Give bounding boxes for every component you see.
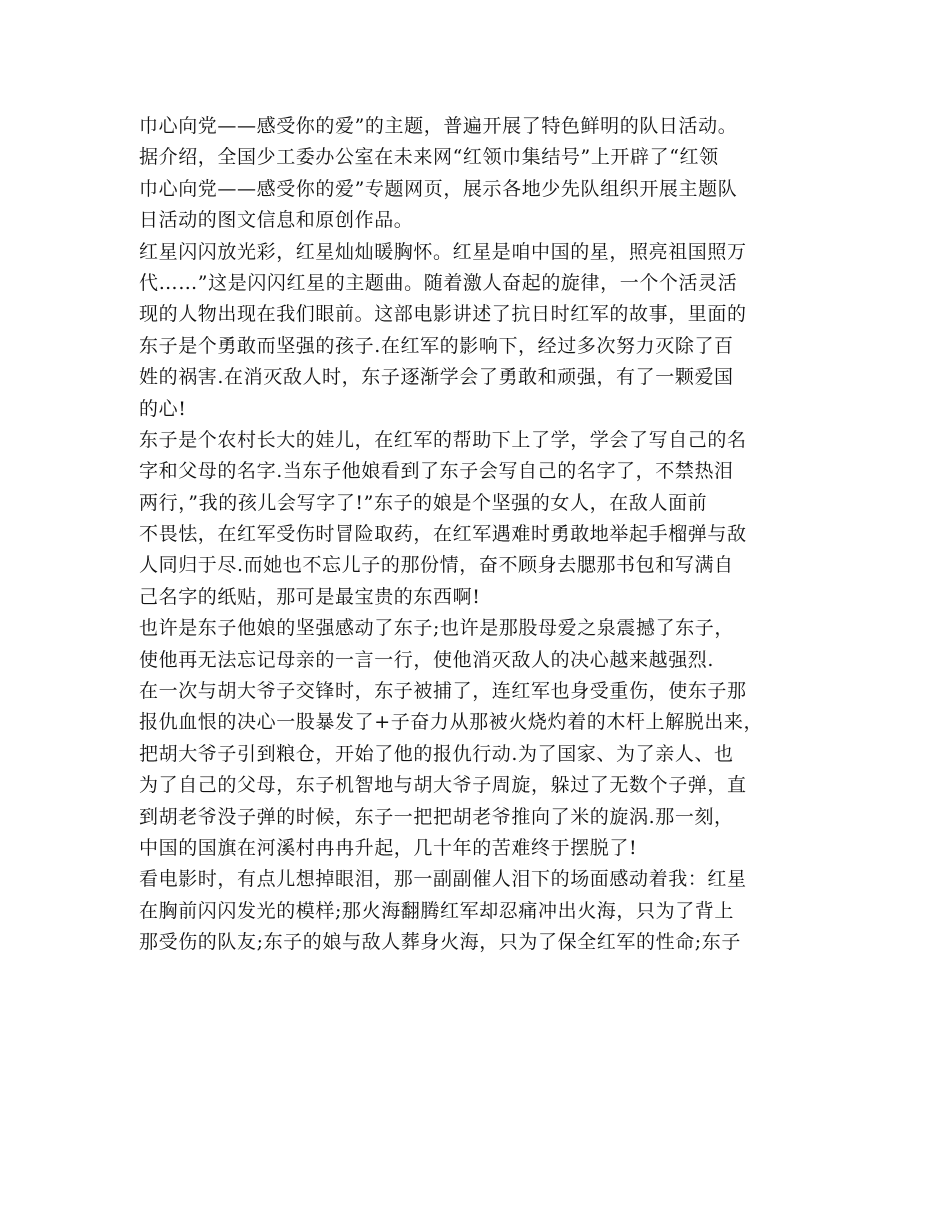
text-line: 据介绍，全国少工委办公室在未来网“红领巾集结号”上开辟了“红领 — [139, 146, 719, 169]
text-line: 在一次与胡大爷子交锋时，东子被捕了，连红军也身受重伤，使东子那 — [139, 680, 747, 703]
text-line: 现的人物出现在我们眼前。这部电影讲述了抗日时红军的故事，里面的 — [139, 303, 747, 326]
text-line: 日活动的图文信息和原创作品。 — [139, 209, 414, 232]
text-line: 为了自己的父母，东子机智地与胡大爷子周旋，躲过了无数个子弹，直 — [139, 774, 747, 797]
text-line: 姓的祸害.在消灭敌人时，东子逐渐学会了勇敢和顽强，有了一颗爱国 — [139, 366, 734, 389]
text-line: 两行，”我的孩儿会写字了!”东子的娘是个坚强的女人，在敌人面前 — [139, 491, 708, 514]
text-line: 那受伤的队友;东子的娘与敌人葬身火海，只为了保全红军的性命;东子 — [139, 931, 742, 954]
text-line: 也许是东子他娘的坚强感动了东子;也许是那股母爱之泉震撼了东子， — [139, 617, 735, 640]
text-line: 把胡大爷子引到粮仓，开始了他的报仇行动.为了国家、为了亲人、也 — [139, 742, 734, 765]
text-line: 人同归于尽.而她也不忘儿子的那份情，奋不顾身去腮那书包和写满自 — [139, 554, 734, 577]
text-line: 东子是个勇敢而坚强的孩子.在红军的影响下，经过多次努力灭除了百 — [139, 334, 734, 357]
text-line: 到胡老爷没子弹的时候，东子一把把胡老爷推向了米的旋涡.那一刻， — [139, 805, 734, 828]
text-line: 在胸前闪闪发光的模样;那火海翻腾红军却忍痛冲出火海，只为了背上 — [139, 899, 735, 922]
text-line: 看电影时，有点儿想掉眼泪，那一副副催人泪下的场面感动着我：红星 — [139, 868, 747, 891]
text-line: 巾心向党——感受你的爱”的主题，普遍开展了特色鲜明的队日活动。 — [139, 115, 738, 137]
text-line: 代……”这是闪闪红星的主题曲。随着激人奋起的旋律，一个个活灵活 — [139, 271, 738, 294]
text-line: 红星闪闪放光彩，红星灿灿暖胸怀。红星是咱中国的星，照亮祖国照万 — [139, 240, 747, 263]
text-line: 己名字的纸贴，那可是最宝贵的东西啊! — [139, 585, 481, 608]
text-line: 字和父母的名字.当东子他娘看到了东子会写自己的名字了，不禁热泪 — [139, 460, 734, 483]
text-line: 报仇血恨的决心一股暴发了+子奋力从那被火烧灼着的木杆上解脱出来， — [139, 711, 764, 734]
text-line: 东子是个农村长大的娃儿，在红军的帮助下上了学，学会了写自己的名 — [139, 428, 747, 451]
text-line: 的心! — [139, 397, 187, 420]
document-body — [139, 111, 839, 959]
text-line: 使他再无法忘记母亲的一言一行，使他消灭敌人的决心越来越强烈. — [139, 648, 715, 671]
text-line: 中国的国旗在河溪村冉冉升起，几十年的苦难终于摆脱了! — [139, 836, 638, 859]
text-line: 不畏怯，在红军受伤时冒险取药，在红军遇难时勇敢地举起手榴弹与敌 — [139, 523, 747, 546]
text-line: 巾心向党——感受你的爱”专题网页，展示各地少先队组织开展主题队 — [139, 177, 738, 200]
